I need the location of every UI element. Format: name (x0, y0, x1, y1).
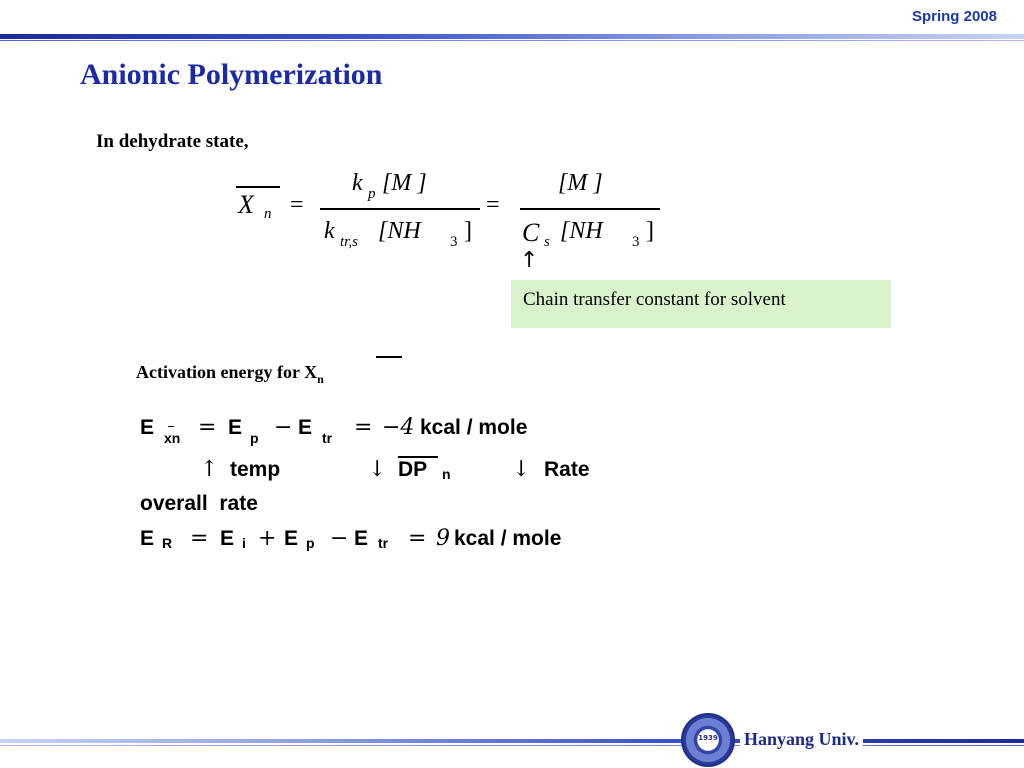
arrow-down-dp-icon: ↓ (368, 457, 387, 482)
e-p-4: E (284, 527, 299, 550)
plus-4: + (258, 526, 277, 551)
activation-energy-equation (140, 416, 620, 450)
dp-label: DP (398, 458, 428, 481)
den1-k-sub: tr,s (340, 234, 358, 250)
eq-4b: = (408, 526, 427, 551)
lhs-overline (236, 186, 280, 188)
rate-label: Rate (544, 458, 590, 481)
term-label: Spring 2008 (911, 8, 997, 25)
eq-4a: = (190, 526, 209, 551)
fraction-bar-1 (320, 208, 480, 210)
overall-rate-label: overall rate (140, 492, 258, 515)
top-rule-thin (0, 40, 1024, 41)
e-r-sub: R (162, 535, 173, 551)
lhs-subscript: n (264, 206, 272, 222)
minus-4: − (330, 526, 349, 551)
e-tr: E (298, 416, 313, 439)
e-tr-4-sub: tr (378, 535, 389, 551)
slide-title: Anionic Polymerization (80, 58, 383, 91)
den2-c: C (522, 218, 540, 247)
e-tr-sub: tr (322, 430, 333, 446)
intro-text: In dehydrate state, (96, 131, 249, 152)
den1-k: k (324, 218, 335, 244)
arrow-up-temp-icon: ↑ (200, 457, 219, 482)
minus-1: − (274, 415, 293, 440)
arrow-up-icon: ↑ (520, 248, 539, 273)
activation-label (136, 362, 324, 386)
bottom-rule-thin (0, 745, 1024, 746)
top-rule (0, 34, 1024, 39)
equals-2: = (486, 192, 500, 218)
overall-activation-equation (140, 527, 620, 561)
den2-nh-sub: 3 (632, 234, 640, 250)
e-p-4-sub: p (306, 535, 315, 551)
num1-k-sub: p (368, 186, 376, 202)
num1-k: k (352, 170, 363, 196)
eq-1b: = (354, 415, 373, 440)
lhs-symbol: X (238, 190, 254, 219)
value-1: −4 (382, 415, 415, 440)
num1-m: [M ] (382, 170, 427, 196)
activation-sub: n (317, 372, 324, 386)
den2-c-sub: s (544, 234, 550, 250)
den2-nh: [NH (560, 218, 603, 244)
fraction-bar-2 (520, 208, 660, 210)
num2-m: [M ] (558, 170, 603, 196)
unit-4: kcal / mole (454, 527, 562, 550)
seal-year: 1939 (698, 734, 718, 742)
arrow-down-rate-icon: ↓ (512, 457, 531, 482)
eq-1a: = (198, 415, 217, 440)
e-xn-sub-bar (168, 426, 174, 427)
e-p: E (228, 416, 243, 439)
degree-of-polymerization-equation (232, 168, 672, 258)
e-tr-4: E (354, 527, 369, 550)
den1-close: ] (464, 218, 472, 244)
activation-text: Activation energy for X (136, 362, 318, 382)
e-r: E (140, 527, 155, 550)
e-xn-sub: xn (164, 430, 181, 446)
equals-1: = (290, 192, 304, 218)
den1-nh: [NH (378, 218, 421, 244)
e-p-sub: p (250, 430, 259, 446)
unit-1: kcal / mole (420, 416, 528, 439)
university-name: Hanyang Univ. (740, 729, 863, 750)
trend-line (200, 458, 620, 488)
e-i-sub: i (242, 535, 246, 551)
dp-sub: n (442, 466, 451, 482)
e-xn: E (140, 416, 155, 439)
value-4: 9 (436, 526, 450, 551)
bottom-rule (0, 739, 1024, 743)
den2-close: ] (646, 218, 654, 244)
callout-box: Chain transfer constant for solvent (511, 280, 891, 328)
temp-label: temp (230, 458, 281, 481)
e-i: E (220, 527, 235, 550)
den1-nh-sub: 3 (450, 234, 458, 250)
activation-overline (376, 356, 402, 358)
